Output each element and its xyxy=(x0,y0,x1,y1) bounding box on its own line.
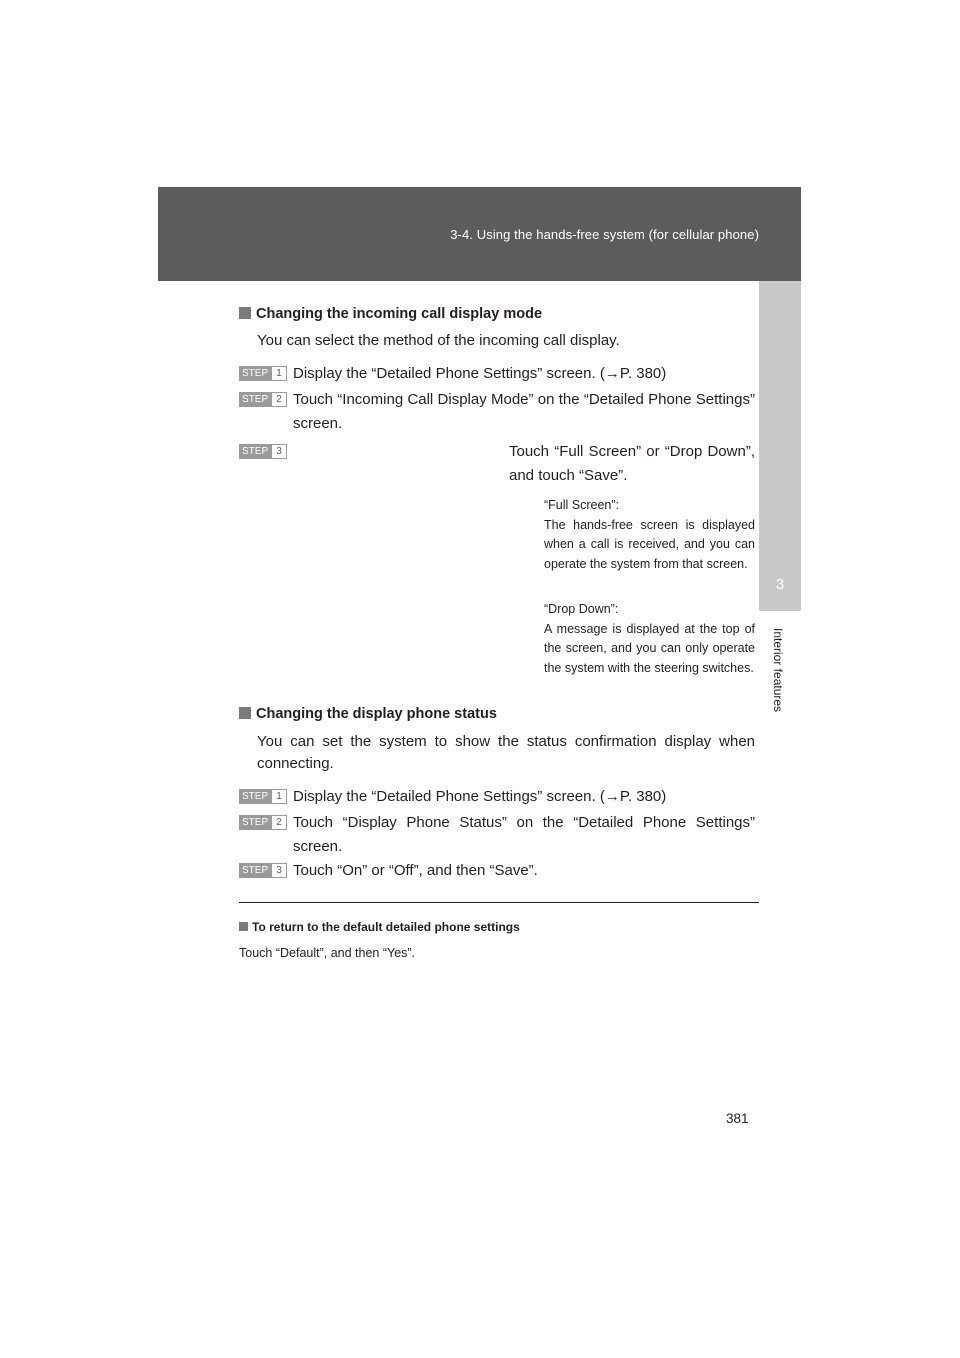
chapter-label-wrap xyxy=(771,628,789,738)
step-text: Touch “Display Phone Status” on the “Detailed Phone Settings” screen. xyxy=(293,814,755,855)
step-badge: STEP 2 xyxy=(239,392,287,407)
note-full-screen xyxy=(544,496,755,574)
section-intro: You can select the method of the incoming call display. xyxy=(257,332,620,349)
square-bullet-icon xyxy=(239,922,248,931)
section-intro: You can set the system to show the status confirmation display when connecting. xyxy=(257,733,755,772)
page-number: 381 xyxy=(726,1111,749,1126)
step-text: Touch “On” or “Off”, and then “Save”. xyxy=(293,862,538,879)
step-badge: STEP 1 xyxy=(239,789,287,804)
divider xyxy=(239,902,759,903)
section-heading-phone-status xyxy=(239,706,497,722)
note-title: “Full Screen”: xyxy=(544,498,620,512)
step-badge: STEP 3 xyxy=(239,444,287,459)
step-item xyxy=(239,811,755,859)
square-bullet-icon xyxy=(239,307,251,319)
step-badge: STEP 2 xyxy=(239,815,287,830)
step-text: Display the “Detailed Phone Settings” screen. (→P. 380) xyxy=(293,788,667,805)
step-text: Display the “Detailed Phone Settings” screen. (→P. 380) xyxy=(293,365,667,382)
note-drop-down xyxy=(544,600,755,678)
note-body: The hands-free screen is displayed when a call is received, and you can operate the system from that screen. xyxy=(544,517,755,571)
chapter-number: 3 xyxy=(775,576,785,593)
square-bullet-icon xyxy=(239,707,251,719)
step-item xyxy=(239,785,755,809)
footnote-text: Touch “Default”, and then “Yes”. xyxy=(239,946,416,960)
section-heading-text: Changing the display phone status xyxy=(256,706,497,722)
footnote-heading xyxy=(239,920,520,934)
note-title: “Drop Down”: xyxy=(544,602,619,616)
footnote-heading-text: To return to the default detailed phone settings xyxy=(252,920,520,934)
step-item xyxy=(239,440,755,488)
step-badge: STEP 1 xyxy=(239,366,287,381)
step-item xyxy=(239,388,755,436)
step-text: Touch “Full Screen” or “Drop Down”, and touch “Save”. xyxy=(509,443,755,484)
header-title: 3-4. Using the hands-free system (for cellular phone) xyxy=(450,227,759,242)
step-text: Touch “Incoming Call Display Mode” on the “Detailed Phone Settings” screen. xyxy=(293,391,755,432)
note-body: A message is displayed at the top of the screen, and you can only operate the system with the steering switches. xyxy=(544,621,755,675)
chapter-label: Interior features xyxy=(771,628,785,713)
chapter-tab xyxy=(759,281,801,611)
section-heading-incoming-call xyxy=(239,306,542,322)
page-header xyxy=(158,187,801,281)
step-badge: STEP 3 xyxy=(239,863,287,878)
step-item xyxy=(239,362,755,386)
step-item xyxy=(239,859,755,883)
section-heading-text: Changing the incoming call display mode xyxy=(256,306,543,322)
